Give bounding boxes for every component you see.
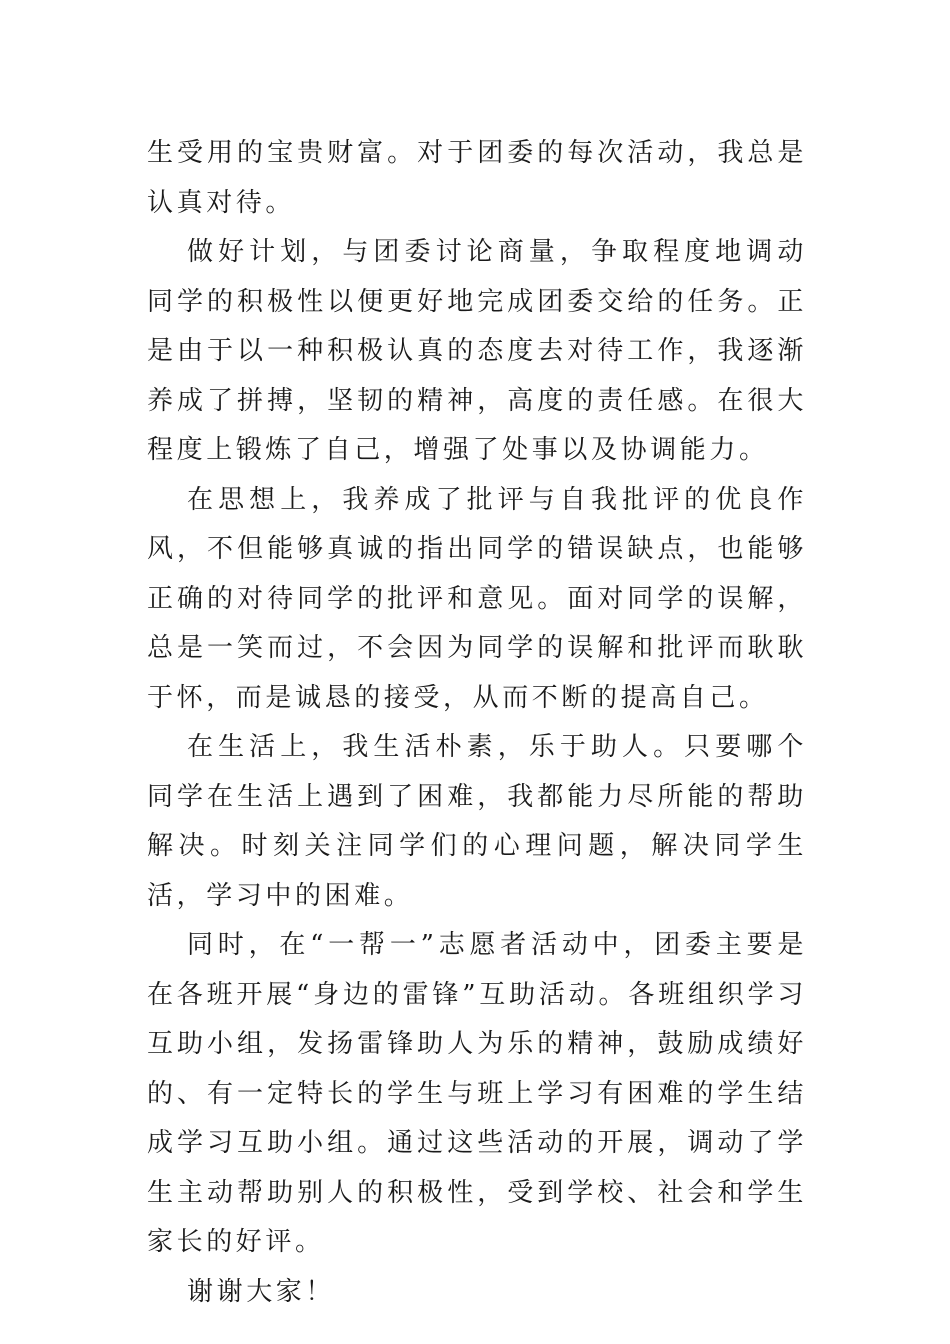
paragraph-planning: 做好计划，与团委讨论商量，争取程度地调动同学的积极性以便更好地完成团委交给的任务。正是由于以一种积极认真的态度去对待工作，我逐渐养成了拼搏，坚韧的精神，高度的责任感。在很大程度上锻炼了自己，增强了处事以及协调能力。 [147,237,807,465]
paragraph-volunteer: 同时，在“一帮一”志愿者活动中，团委主要是在各班开展“身边的雷锋”互助活动。各班组织学习互助小组，发扬雷锋助人为乐的精神，鼓励成绩好的、有一定特长的学生与班上学习有困难的学生结成学习互助小组。通过这些活动的开展，调动了学生主动帮助别人的积极性，受到学校、社会和学生家长的好评。 [147,930,807,1257]
document-body [147,129,807,1317]
paragraph-continued: 生受用的宝贵财富。对于团委的每次活动，我总是认真对待。 [147,138,807,218]
paragraph-thought: 在思想上，我养成了批评与自我批评的优良作风，不但能够真诚的指出同学的错误缺点，也能够正确的对待同学的批评和意见。面对同学的误解，总是一笑而过，不会因为同学的误解和批评而耿耿于怀，而是诚恳的接受，从而不断的提高自己。 [147,484,807,713]
paragraph-life: 在生活上，我生活朴素，乐于助人。只要哪个同学在生活上遇到了困难，我都能力尽所能的帮助解决。时刻关注同学们的心理问题，解决同学生活，学习中的困难。 [147,732,807,911]
paragraph-thanks: 谢谢大家！ [187,1276,336,1307]
